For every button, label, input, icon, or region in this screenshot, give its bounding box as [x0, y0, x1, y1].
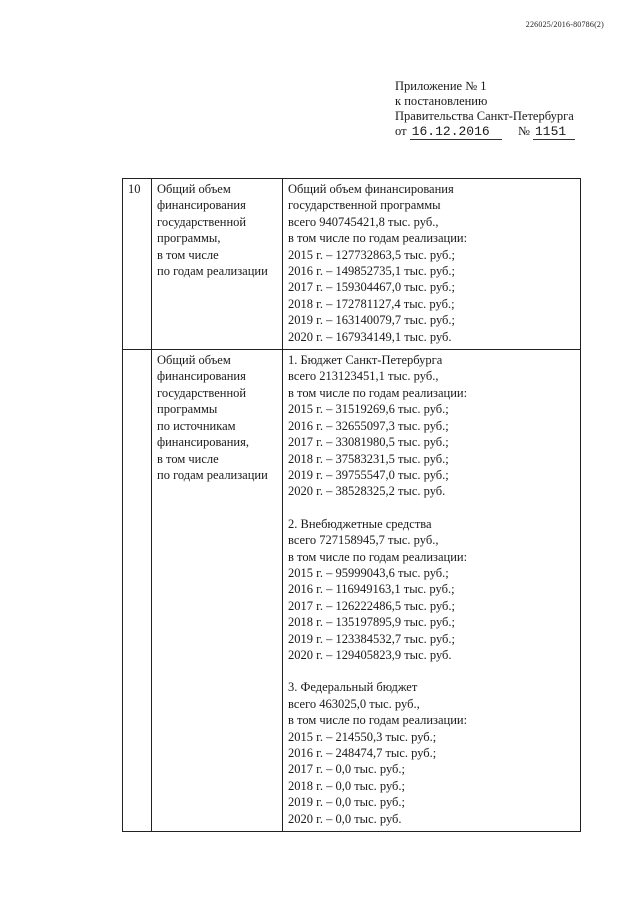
funding-source-block: [288, 352, 576, 500]
source-subtitle: в том числе по годам реализации:: [288, 713, 468, 728]
source-year-amount: 2017 г. – 0,0 тыс. руб.;: [288, 762, 406, 777]
row-number-empty: [123, 350, 152, 832]
funding-source-block: [288, 516, 576, 664]
source-title: 2. Внебюджетные средства: [288, 516, 432, 531]
funding-sources: [288, 352, 576, 827]
source-year-amount: 2015 г. – 95999043,6 тыс. руб.;: [288, 565, 449, 580]
source-year-amount: 2018 г. – 0,0 тыс. руб.;: [288, 778, 406, 793]
source-subtitle: в том числе по годам реализации:: [288, 385, 468, 400]
source-total: всего 463025,0 тыс. руб.,: [288, 696, 420, 711]
source-year-amount: 2020 г. – 0,0 тыс. руб.: [288, 811, 402, 826]
resolution-date: 16.12.2016: [410, 125, 502, 140]
resolution-ref: к постановлению: [395, 94, 488, 108]
source-year-amount: 2015 г. – 31519269,6 тыс. руб.;: [288, 402, 449, 417]
resolution-number: 1151: [533, 125, 575, 140]
row-number: 10: [123, 179, 152, 350]
source-subtitle: в том числе по годам реализации:: [288, 549, 468, 564]
document-code: 226025/2016-80786(2): [525, 20, 604, 29]
source-year-amount: 2016 г. – 32655097,3 тыс. руб.;: [288, 418, 449, 433]
table-row: [123, 179, 581, 350]
source-total: всего 213123451,1 тыс. руб.,: [288, 369, 439, 384]
row-label-total: Общий объем финансирования государственной программы, в том числе по годам реализации: [152, 179, 283, 350]
from-prefix: от: [395, 124, 407, 138]
row-content-total: Общий объем финансирования государственной программы всего 940745421,8 тыс. руб., в том числе по годам реализации: 2015 г. – 127732863,5 тыс. руб.; 2016 г. – 149852735,1 тыс. руб.; 2017 г. – 159304467,0 тыс. руб.; 2018 г. – 172781127,4 тыс. руб.; 2019 г. – 163140079,7 тыс. руб.; 2020 г. – 167934149,1 тыс. руб.: [283, 179, 581, 350]
source-title: 1. Бюджет Санкт-Петербурга: [288, 353, 443, 368]
row-content-sources: [283, 350, 581, 832]
source-year-amount: 2020 г. – 38528325,2 тыс. руб.: [288, 484, 446, 499]
row-label-sources: Общий объем финансирования государственной программы по источникам финансирования, в том числе по годам реализации: [152, 350, 283, 832]
source-title: 3. Федеральный бюджет: [288, 680, 418, 695]
date-number-line: [395, 124, 575, 140]
funding-source-block: [288, 679, 576, 827]
source-total: всего 727158945,7 тыс. руб.,: [288, 533, 439, 548]
source-year-amount: 2015 г. – 214550,3 тыс. руб.;: [288, 729, 437, 744]
source-year-amount: 2017 г. – 126222486,5 тыс. руб.;: [288, 598, 456, 613]
source-year-amount: 2018 г. – 135197895,9 тыс. руб.;: [288, 615, 456, 630]
source-year-amount: 2019 г. – 0,0 тыс. руб.;: [288, 795, 406, 810]
source-year-amount: 2018 г. – 37583231,5 тыс. руб.;: [288, 451, 449, 466]
financing-table: [122, 178, 581, 832]
source-year-amount: 2016 г. – 248474,7 тыс. руб.;: [288, 746, 437, 760]
source-year-amount: 2016 г. – 116949163,1 тыс. руб.;: [288, 582, 455, 597]
government-name: Правительства Санкт-Петербурга: [395, 109, 574, 123]
table-row: [123, 350, 581, 832]
source-year-amount: 2019 г. – 123384532,7 тыс. руб.;: [288, 631, 456, 646]
source-year-amount: 2017 г. – 33081980,5 тыс. руб.;: [288, 435, 449, 450]
source-year-amount: 2019 г. – 39755547,0 тыс. руб.;: [288, 467, 449, 482]
appendix-title: Приложение № 1: [395, 79, 487, 93]
source-year-amount: 2020 г. – 129405823,9 тыс. руб.: [288, 647, 452, 662]
number-prefix: №: [517, 124, 530, 138]
approval-header: [395, 79, 575, 140]
